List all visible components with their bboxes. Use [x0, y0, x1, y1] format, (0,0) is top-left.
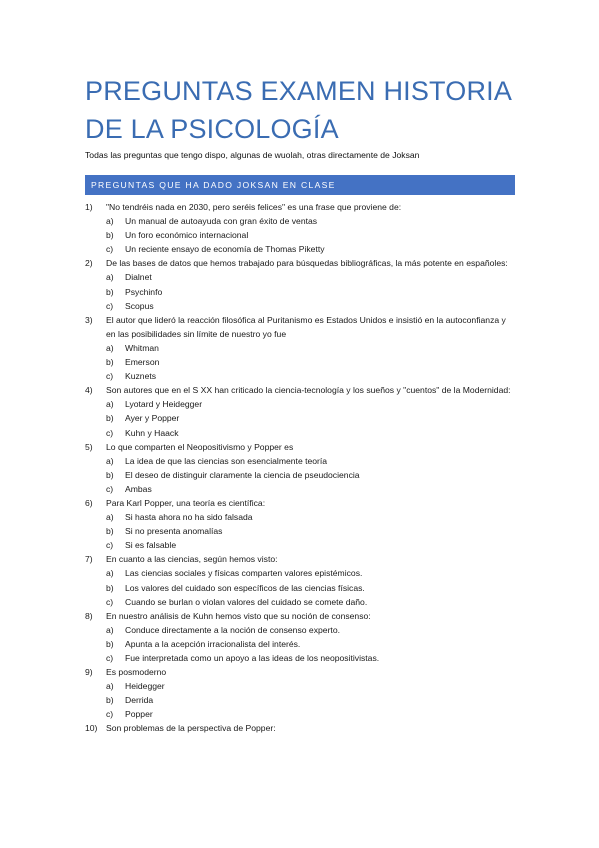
answer-option	[85, 454, 515, 468]
question-text: En cuanto a las ciencias, según hemos visto:	[106, 554, 278, 565]
answer-option	[85, 341, 515, 355]
option-text: El deseo de distinguir claramente la ciencia de pseudociencia	[125, 469, 360, 480]
intro-text: Todas las preguntas que tengo dispo, algunas de wuolah, otras directamente de Joksan	[85, 150, 420, 160]
question-item	[85, 609, 515, 665]
question-number: 4)	[85, 385, 93, 396]
answer-option	[85, 595, 515, 609]
option-letter: a)	[106, 455, 114, 466]
option-text: Si hasta ahora no ha sido falsada	[125, 512, 253, 523]
answer-option	[85, 707, 515, 721]
section-header: PREGUNTAS QUE HA DADO JOKSAN EN CLASE	[85, 175, 515, 195]
option-text: La idea de que las ciencias son esencialmente teoría	[125, 455, 328, 466]
answer-option	[85, 566, 515, 580]
question-item	[85, 383, 515, 439]
answer-option	[85, 510, 515, 524]
answer-option	[85, 355, 515, 369]
question-text: Son problemas de la perspectiva de Popper:	[106, 723, 276, 734]
option-text: Psychinfo	[125, 286, 163, 297]
question-text: En nuestro análisis de Kuhn hemos visto que su noción de consenso:	[106, 610, 371, 621]
option-letter: c)	[106, 709, 114, 720]
answer-option	[85, 242, 515, 256]
question-item	[85, 721, 515, 735]
answer-option	[85, 538, 515, 552]
option-text: Conduce directamente a la noción de consenso experto.	[125, 624, 340, 635]
option-text: Un manual de autoayuda con gran éxito de ventas	[125, 216, 318, 227]
answer-option	[85, 693, 515, 707]
option-text: Las ciencias sociales y físicas comparten valores epistémicos.	[125, 568, 363, 579]
option-letter: c)	[106, 427, 114, 438]
option-text: Un reciente ensayo de economía de Thomas Piketty	[125, 244, 325, 255]
question-text: Es posmoderno	[106, 667, 167, 678]
question-number: 5)	[85, 441, 93, 452]
option-letter: b)	[106, 413, 114, 424]
question-item	[85, 440, 515, 496]
question-text: Para Karl Popper, una teoría es científica:	[106, 497, 266, 508]
option-text: Ambas	[125, 483, 152, 494]
option-text: Los valores del cuidado son específicos de las ciencias físicas.	[125, 582, 365, 593]
option-letter: a)	[106, 272, 114, 283]
question-item	[85, 256, 515, 312]
answer-option	[85, 397, 515, 411]
option-text: Whitman	[125, 342, 159, 353]
option-text: Kuhn y Haack	[125, 427, 179, 438]
answer-option	[85, 228, 515, 242]
option-text: Heidegger	[125, 681, 165, 692]
answer-option	[85, 369, 515, 383]
option-letter: b)	[106, 286, 114, 297]
answer-option	[85, 581, 515, 595]
question-item	[85, 665, 515, 721]
option-letter: a)	[106, 624, 114, 635]
question-text: Son autores que en el S XX han criticado la ciencia-tecnología y los sueños y "cuentos" de la Modernidad:	[106, 385, 511, 396]
answer-option	[85, 299, 515, 313]
answer-option	[85, 623, 515, 637]
question-item	[85, 313, 515, 383]
option-text: Lyotard y Heidegger	[125, 399, 203, 410]
question-number: 3)	[85, 314, 93, 325]
question-text: "No tendréis nada en 2030, pero seréis felices" es una frase que proviene de:	[106, 202, 402, 212]
question-text: Lo que comparten el Neopositivismo y Popper es	[106, 441, 294, 452]
question-text: De las bases de datos que hemos trabajado para búsquedas bibliográficas, la más potente en españoles:	[106, 258, 508, 269]
option-letter: b)	[106, 357, 114, 368]
question-item	[85, 552, 515, 608]
question-item	[85, 200, 515, 256]
question-number: 1)	[85, 202, 93, 212]
question-number: 9)	[85, 667, 93, 678]
answer-option	[85, 411, 515, 425]
option-letter: b)	[106, 695, 114, 706]
option-text: Scopus	[125, 300, 154, 311]
option-letter: a)	[106, 568, 114, 579]
option-letter: b)	[106, 526, 114, 537]
answer-option	[85, 651, 515, 665]
answer-option	[85, 285, 515, 299]
question-number: 8)	[85, 610, 93, 621]
option-letter: a)	[106, 512, 114, 523]
question-text: El autor que lideró la reacción filosófica al Puritanismo es Estados Unidos e insistió en la autoconfianza y en las posibilidades sin límite de nuestro yo fue	[106, 314, 506, 339]
option-letter: a)	[106, 681, 114, 692]
question-item	[85, 496, 515, 552]
option-letter: c)	[106, 371, 114, 382]
answer-option	[85, 270, 515, 284]
answer-option	[85, 679, 515, 693]
option-text: Apunta a la acepción irracionalista del interés.	[125, 638, 301, 649]
option-letter: c)	[106, 653, 114, 663]
option-letter: b)	[106, 230, 114, 241]
option-letter: c)	[106, 540, 114, 551]
answer-option	[85, 426, 515, 440]
question-list	[85, 200, 515, 736]
option-letter: c)	[106, 596, 114, 607]
question-number: 10)	[85, 723, 98, 734]
answer-option	[85, 468, 515, 482]
option-text: Dialnet	[125, 272, 152, 283]
option-letter: b)	[106, 582, 114, 593]
option-letter: a)	[106, 216, 114, 227]
question-number: 2)	[85, 258, 93, 269]
option-text: Derrida	[125, 695, 154, 706]
question-number: 6)	[85, 497, 93, 508]
option-letter: b)	[106, 469, 114, 480]
option-letter: c)	[106, 483, 114, 494]
option-letter: a)	[106, 342, 114, 353]
page-title: PREGUNTAS EXAMEN HISTORIA DE LA PSICOLOGÍA	[85, 76, 511, 144]
question-number: 7)	[85, 554, 93, 565]
option-text: Fue interpretada como un apoyo a las ideas de los neopositivistas.	[125, 653, 380, 663]
answer-option	[85, 482, 515, 496]
option-text: Emerson	[125, 357, 160, 368]
option-text: Ayer y Popper	[125, 413, 180, 424]
option-text: Popper	[125, 709, 153, 720]
answer-option	[85, 637, 515, 651]
option-letter: c)	[106, 244, 114, 255]
option-letter: b)	[106, 638, 114, 649]
option-letter: a)	[106, 399, 114, 410]
answer-option	[85, 214, 515, 228]
option-text: Si es falsable	[125, 540, 177, 551]
option-text: Cuando se burlan o violan valores del cuidado se comete daño.	[125, 596, 368, 607]
option-text: Si no presenta anomalías	[125, 526, 223, 537]
answer-option	[85, 524, 515, 538]
option-letter: c)	[106, 300, 114, 311]
option-text: Un foro económico internacional	[125, 230, 249, 241]
option-text: Kuznets	[125, 371, 157, 382]
